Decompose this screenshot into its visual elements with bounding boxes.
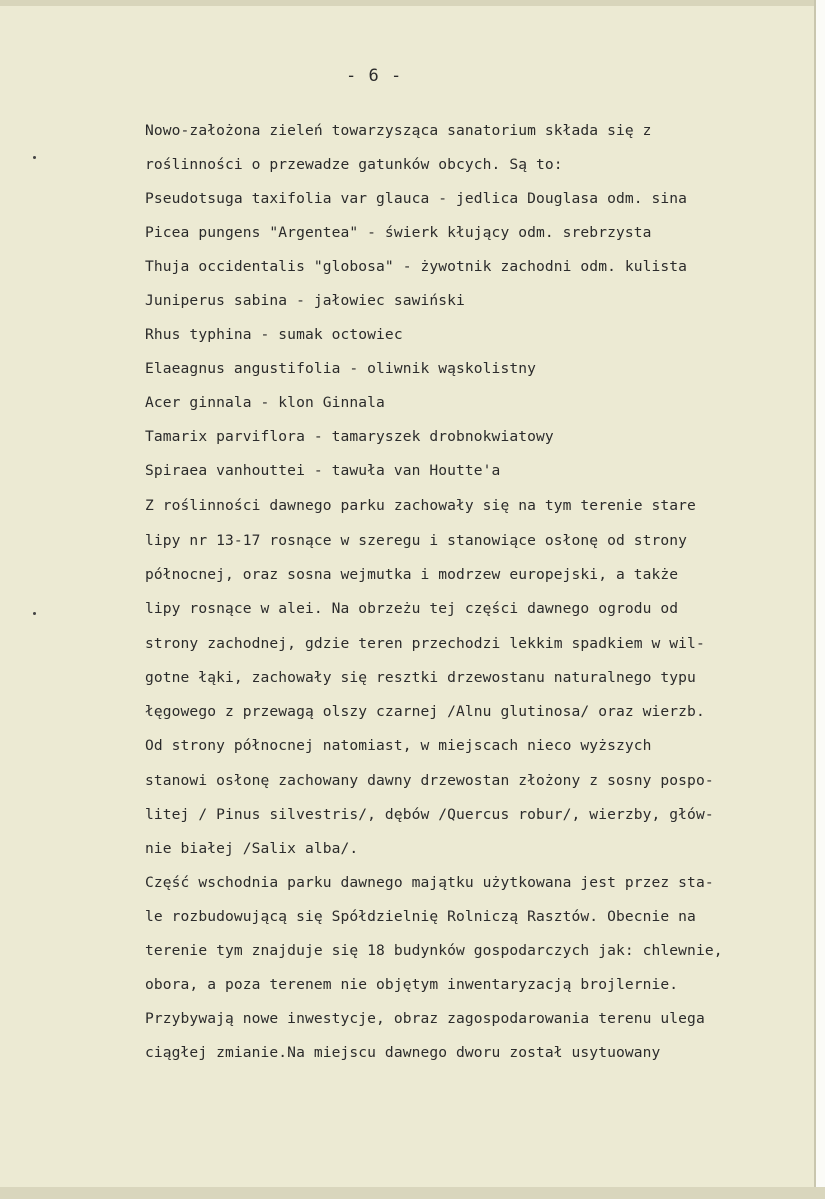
text-line: strony zachodnej, gdzie teren przechodzi lekkim spadkiem w wil- bbox=[145, 635, 705, 652]
text-line: Część wschodnia parku dawnego majątku użytkowana jest przez sta- bbox=[145, 874, 714, 891]
text-line: Nowo-założona zieleń towarzysząca sanatorium składa się z bbox=[145, 122, 652, 139]
text-line: Tamarix parviflora - tamaryszek drobnokwiatowy bbox=[145, 428, 554, 445]
text-line: Picea pungens "Argentea" - świerk kłujący odm. srebrzysta bbox=[145, 224, 652, 241]
page-number: - 6 - bbox=[346, 66, 403, 86]
text-line: Juniperus sabina - jałowiec sawiński bbox=[145, 292, 465, 309]
text-line: obora, a poza terenem nie objętym inwentaryzacją brojlernie. bbox=[145, 976, 679, 993]
text-line: Spiraea vanhouttei - tawuła van Houtte'a bbox=[145, 462, 501, 479]
text-line: le rozbudowującą się Spółdzielnię Rolniczą Rasztów. Obecnie na bbox=[145, 908, 696, 925]
text-line: litej / Pinus silvestris/, dębów /Quercus robur/, wierzby, głów- bbox=[145, 806, 714, 823]
punch-mark bbox=[33, 612, 36, 615]
text-line: Przybywają nowe inwestycje, obraz zagospodarowania terenu ulega bbox=[145, 1010, 705, 1027]
text-line: roślinności o przewadze gatunków obcych. Są to: bbox=[145, 156, 563, 173]
text-line: Z roślinności dawnego parku zachowały się na tym terenie stare bbox=[145, 497, 696, 514]
page-bottom-edge bbox=[0, 1187, 825, 1199]
text-line: Acer ginnala - klon Ginnala bbox=[145, 394, 385, 411]
page-right-edge bbox=[814, 0, 825, 1199]
page-top-edge bbox=[0, 0, 825, 6]
text-line: lipy rosnące w alei. Na obrzeżu tej części dawnego ogrodu od bbox=[145, 600, 679, 617]
punch-mark bbox=[33, 156, 36, 159]
text-line: nie białej /Salix alba/. bbox=[145, 840, 359, 857]
text-line: północnej, oraz sosna wejmutka i modrzew europejski, a także bbox=[145, 566, 679, 583]
text-line: Od strony północnej natomiast, w miejscach nieco wyższych bbox=[145, 737, 652, 754]
text-line: stanowi osłonę zachowany dawny drzewostan złożony z sosny pospo- bbox=[145, 772, 714, 789]
text-line: łęgowego z przewagą olszy czarnej /Alnu glutinosa/ oraz wierzb. bbox=[145, 703, 705, 720]
text-line: Elaeagnus angustifolia - oliwnik wąskolistny bbox=[145, 360, 536, 377]
text-line: gotne łąki, zachowały się resztki drzewostanu naturalnego typu bbox=[145, 669, 696, 686]
text-line: terenie tym znajduje się 18 budynków gospodarczych jak: chlewnie, bbox=[145, 942, 723, 959]
text-line: lipy nr 13-17 rosnące w szeregu i stanowiące osłonę od strony bbox=[145, 532, 688, 549]
text-line: Thuja occidentalis "globosa" - żywotnik zachodni odm. kulista bbox=[145, 258, 688, 275]
text-line: Rhus typhina - sumak octowiec bbox=[145, 326, 403, 343]
text-line: ciągłej zmianie.Na miejscu dawnego dworu został usytuowany bbox=[145, 1044, 661, 1061]
text-line: Pseudotsuga taxifolia var glauca - jedlica Douglasa odm. sina bbox=[145, 190, 688, 207]
